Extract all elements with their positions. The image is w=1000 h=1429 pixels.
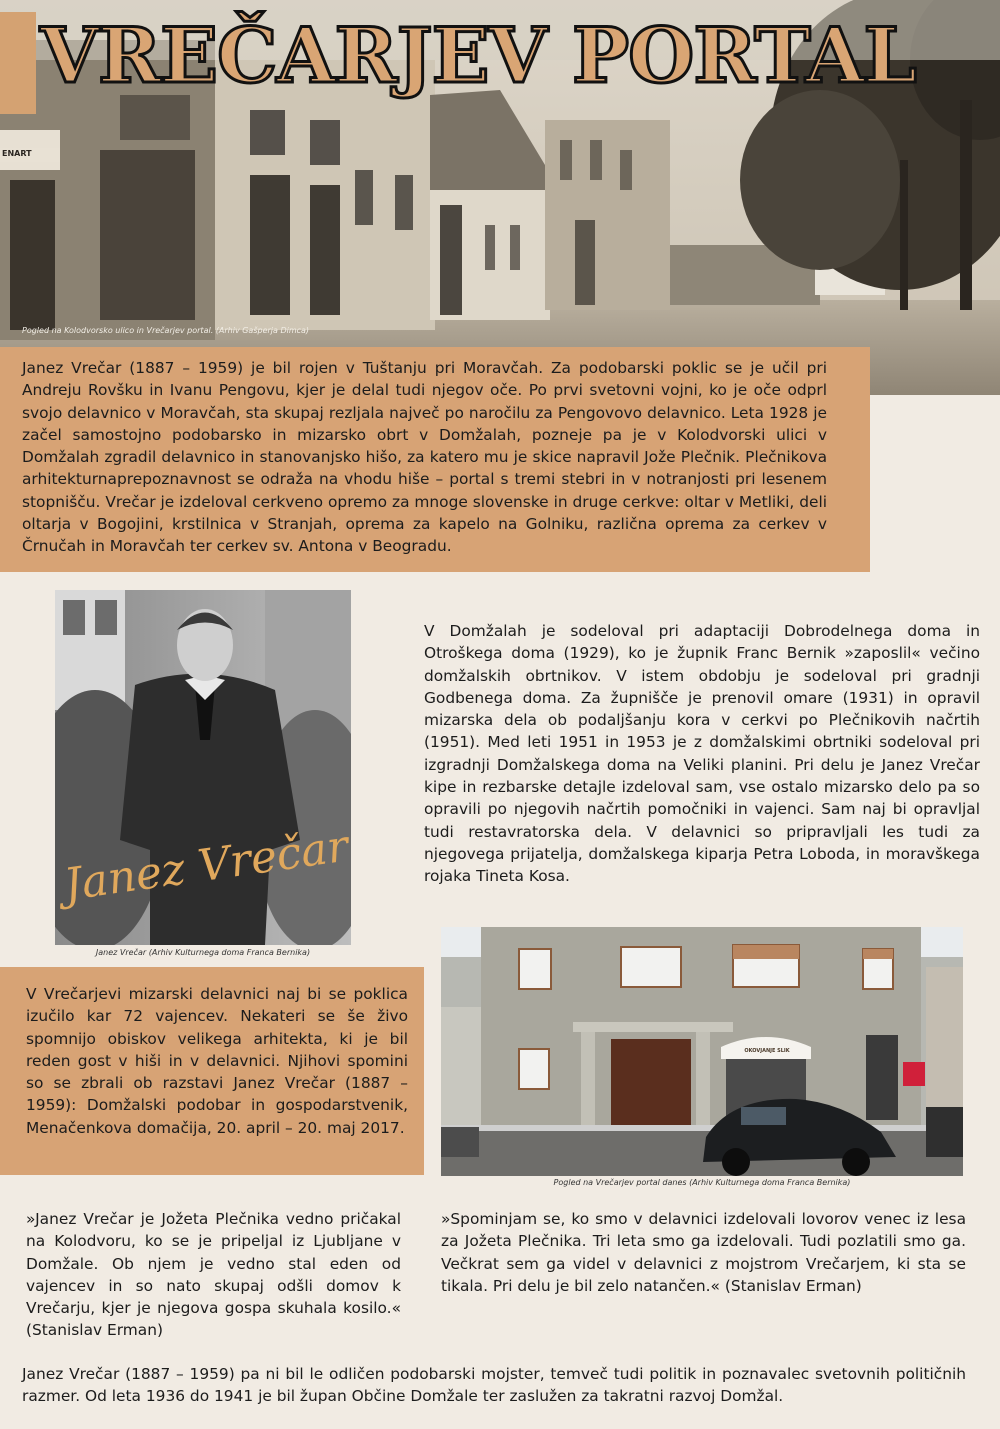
building-drawing bbox=[441, 927, 963, 1176]
closing-paragraph: Janez Vrečar (1887 – 1959) pa ni bil le odličen podobarski mojster, temveč tudi politik in poznavalec svetovnih političnih razmer. Od leta 1936 do 1941 je bil župan Občine Domžale ter zaslužen za takratni razvoj Domžal. bbox=[22, 1365, 966, 1406]
title-accent-block bbox=[0, 12, 36, 114]
apprentices-paragraph: V Vrečarjevi mizarski delavnici naj bi se poklica izučilo kar 72 vajencev. Nekateri se še živo spomnijo obiskov velikega arhitekta, ki je bil reden gost v hiši in v delavnici. Njihovi spomini so se zbrali ob razstavi Janez Vrečar (1887 – 1959): Domžalski podobar in gospodarstvenik, Menačenkova domačija, 20. april – 20. maj 2017. bbox=[26, 985, 408, 1137]
intro-paragraph: Janez Vrečar (1887 – 1959) je bil rojen v Tuštanju pri Moravčah. Za podobarski poklic se je učil pri Andreju Rovšku in Ivanu Pengovu, kjer je delal tudi njegov oče. Po prvi svetovni vojni, ko je oče odprl svojo delavnico v Moravčah, sta skupaj rezljala največ po naročilu za Pengovovo delavnico. Leta 1928 je začel samostojno podobarsko in mizarsko obrt v Domžalah, pozneje pa je v Kolodvorski ulici v Domžalah zgradil delavnico in stanovanjsko hišo, za katero mu je skice napravil Jože Plečnik. Plečnikova arhitekturnaprepoznavnost se odraža na vhodu hiše – portal s tremi stebri in v notranjosti pri lesenem stopnišču. Vrečar je izdeloval cerkveno opremo za mnoge slovenske in druge cerkve: oltar v Metliki, deli oltarja v Bogojini, krstilnica v Stranjah, oprema za kapelo na Golniku, različna oprema za cerkev v Črnučah in Moravčah ter cerkev sv. Antona v Beogradu. bbox=[22, 359, 827, 556]
portrait-photo bbox=[55, 590, 351, 945]
signature: Janez Vrečar bbox=[60, 820, 351, 911]
building-shop-sign: OKOVJANJE SLIK bbox=[744, 1048, 790, 1054]
quote-left: »Janez Vrečar je Jožeta Plečnika vedno pričakal na Kolodvoru, ko se je pripeljal iz Ljubljane v Domžale. Ob njem je vedno stal eden od vajencev in so nato skupaj odšli domov k Vrečarju, kjer je njegova gospa skuhala kosilo.« (Stanislav Erman) bbox=[26, 1210, 401, 1340]
building-photo-caption: Pogled na Vrečarjev portal danes (Arhiv Kulturnega doma Franca Bernika) bbox=[553, 1178, 851, 1187]
domzale-paragraph: V Domžalah je sodeloval pri adaptaciji Dobrodelnega doma in Otroškega doma (1929), ko je župnik Franc Bernik »zaposlil« večino domžalskih obrtnikov. V istem obdobju je sodeloval pri gradnji Godbenega doma. Za župnišče je prenovil omare (1931) in opravil mizarska dela ob podaljšanju kora v cerkvi po Plečnikovih načrtih (1951). Med leti 1951 in 1953 je z domžalskimi obrtniki sodeloval pri izgradnji Domžalskega doma na Veliki planini. Pri delu je Janez Vrečar kipe in rezbarske detajle izdeloval sam, vse ostalo mizarsko delo pa so opravili po njegovih načrtih pomočniki in vajenci. Sam naj bi opravljal tudi restavratorska dela. V delavnici so pripravljali les tudi za njegovega prijatelja, domžalskega kiparja Petra Loboda, in moravškega rojaka Tineta Kosa. bbox=[424, 622, 980, 886]
shop-sign-text: ENART bbox=[2, 149, 32, 158]
page-title: VREČARJEV PORTAL bbox=[40, 11, 916, 100]
building-photo bbox=[441, 927, 963, 1176]
header-photo-caption: Pogled na Kolodvorsko ulico in Vrečarjev portal. (Arhiv Gašperja Dimca) bbox=[22, 326, 310, 335]
portrait-caption: Janez Vrečar (Arhiv Kulturnega doma Franca Bernika) bbox=[95, 948, 311, 957]
quote-right: »Spominjam se, ko smo v delavnici izdelovali lovorov venec iz lesa za Jožeta Plečnika. Tri leta smo ga izdelovali. Tudi pozlatili smo ga. Večkrat sem ga videl v delavnici z mojstrom Vrečarjem, ki sta se tikala. Pri delu je bil zelo natančen.« (Stanislav Erman) bbox=[441, 1210, 966, 1295]
